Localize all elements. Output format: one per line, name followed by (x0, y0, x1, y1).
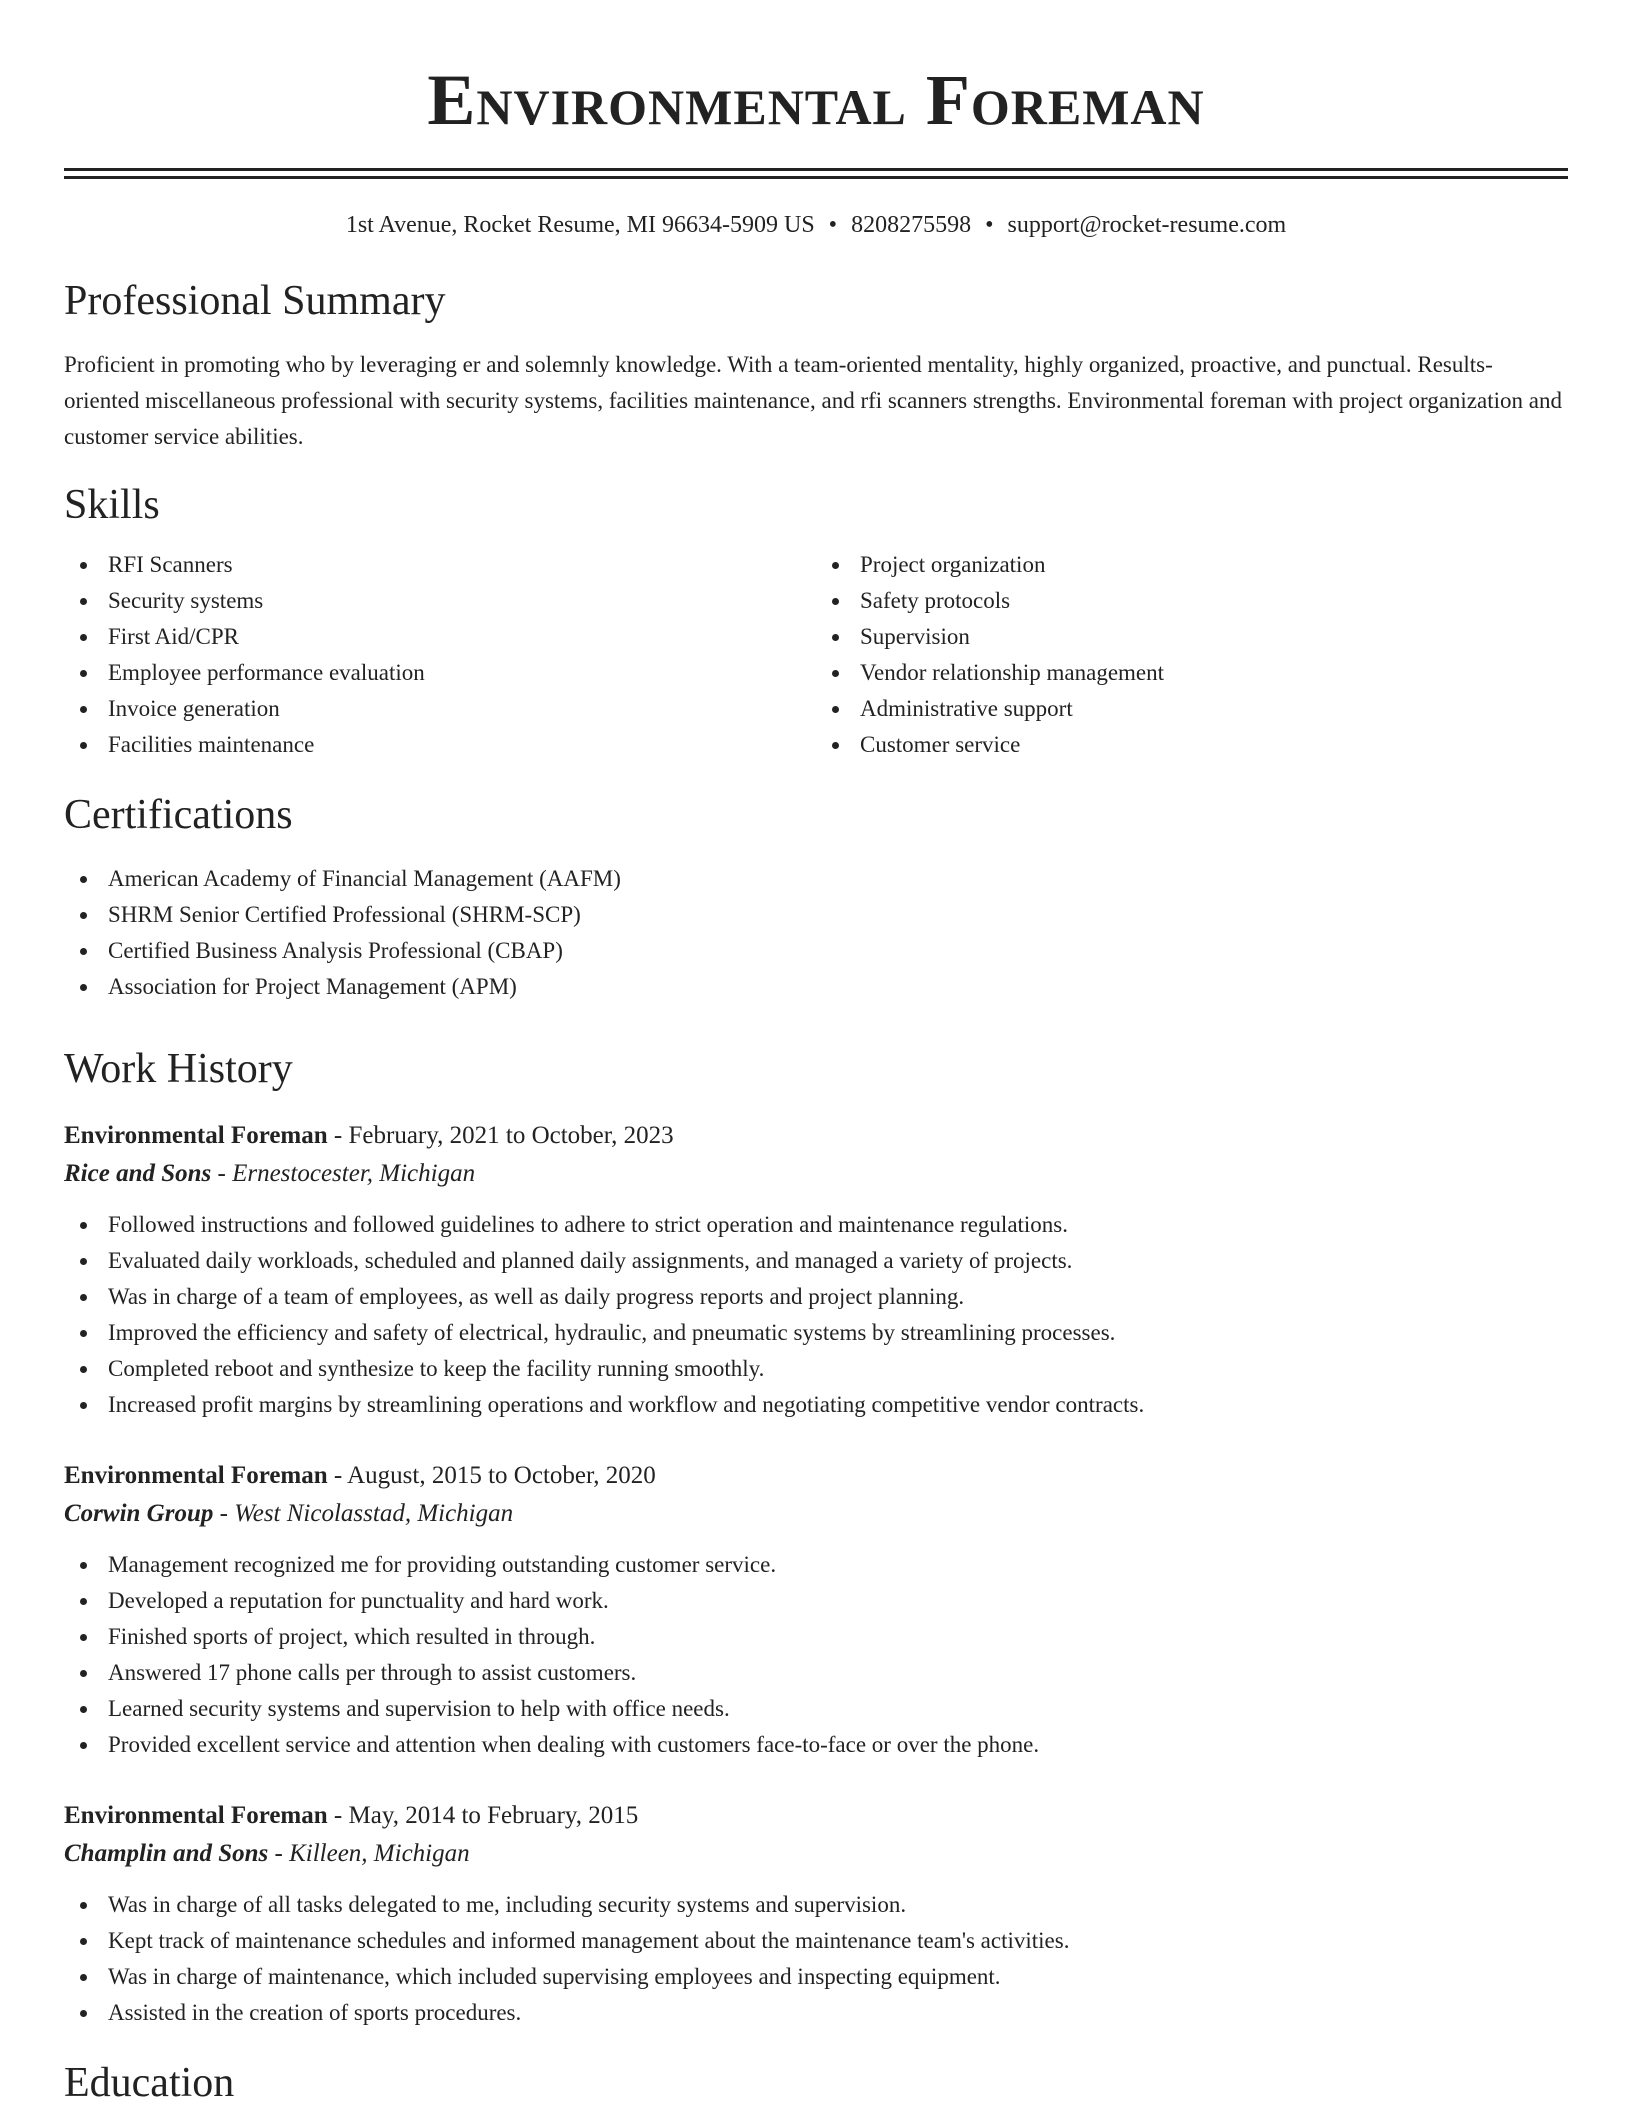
skills-column-right (816, 547, 1568, 763)
resume-page (64, 0, 1568, 2107)
list-item: Followed instructions and followed guidelines to adhere to strict operation and maintenance regulations. (64, 1207, 1568, 1243)
list-item: Employee performance evaluation (64, 655, 816, 691)
list-item: Certified Business Analysis Professional (CBAP) (64, 933, 1568, 969)
job-company-line (64, 1155, 1568, 1193)
job-bullets (64, 1547, 1568, 1763)
list-item: Learned security systems and supervision to help with office needs. (64, 1691, 1568, 1727)
job-location: - Killeen, Michigan (268, 1840, 470, 1867)
list-item: American Academy of Financial Management (AAFM) (64, 861, 1568, 897)
list-item: Was in charge of a team of employees, as well as daily progress reports and project planning. (64, 1279, 1568, 1315)
list-item: Administrative support (816, 691, 1568, 727)
certifications-list (64, 861, 1568, 1005)
summary-heading: Professional Summary (64, 278, 446, 324)
job-entry (64, 1457, 1568, 1763)
job-dates: - February, 2021 to October, 2023 (327, 1122, 674, 1149)
list-item: Security systems (64, 583, 816, 619)
list-item: SHRM Senior Certified Professional (SHRM-SCP) (64, 897, 1568, 933)
job-role: Environmental Foreman (64, 1462, 328, 1489)
job-company-line (64, 1495, 1568, 1533)
job-location: - Ernestocester, Michigan (211, 1160, 476, 1187)
job-title-line (64, 1117, 1568, 1155)
job-company: Rice and Sons (64, 1160, 212, 1187)
summary-text: Proficient in promoting who by leveraging er and solemnly knowledge. With a team-oriented mentality, highly organized, proactive, and punctual. Results-oriented miscellaneous professional with security systems, facilities maintenance, and rfi scanners strengths. Environmental foreman with project organization and customer service abilities. (64, 352, 1562, 449)
education-heading: Education (64, 2060, 235, 2106)
contact-address: 1st Avenue, Rocket Resume, MI 96634-5909 US (345, 212, 815, 238)
list-item: Increased profit margins by streamlining operations and workflow and negotiating competitive vendor contracts. (64, 1387, 1568, 1423)
job-title-line (64, 1457, 1568, 1495)
job-company: Champlin and Sons (64, 1840, 269, 1867)
list-item: Management recognized me for providing outstanding customer service. (64, 1547, 1568, 1583)
contact-separator: • (828, 212, 838, 238)
skills-column-left (64, 547, 816, 763)
job-entry (64, 1797, 1568, 2031)
list-item: Improved the efficiency and safety of electrical, hydraulic, and pneumatic systems by streamlining processes. (64, 1315, 1568, 1351)
list-item: Customer service (816, 727, 1568, 763)
job-role: Environmental Foreman (64, 1122, 328, 1149)
contact-separator: • (985, 212, 994, 238)
list-item: Assisted in the creation of sports procedures. (64, 1995, 1568, 2031)
job-dates: - August, 2015 to October, 2020 (327, 1462, 656, 1489)
skills-list (64, 547, 1568, 763)
certifications-heading: Certifications (64, 792, 293, 838)
job-location: - West Nicolasstad, Michigan (213, 1500, 514, 1527)
contact-email: support@rocket-resume.com (1007, 212, 1287, 238)
list-item: Provided excellent service and attention when dealing with customers face-to-face or over the phone. (64, 1727, 1568, 1763)
list-item: RFI Scanners (64, 547, 816, 583)
skills-heading: Skills (64, 482, 160, 528)
job-bullets (64, 1887, 1568, 2031)
work-history-heading: Work History (64, 1046, 293, 1092)
list-item: Association for Project Management (APM) (64, 969, 1568, 1005)
list-item: Developed a reputation for punctuality and hard work. (64, 1583, 1568, 1619)
list-item: Finished sports of project, which resulted in through. (64, 1619, 1568, 1655)
list-item: Invoice generation (64, 691, 816, 727)
header-divider (64, 168, 1568, 179)
list-item: Was in charge of all tasks delegated to me, including security systems and supervision. (64, 1887, 1568, 1923)
job-role: Environmental Foreman (64, 1802, 328, 1829)
list-item: Project organization (816, 547, 1568, 583)
contact-line (64, 209, 1568, 241)
list-item: Answered 17 phone calls per through to assist customers. (64, 1655, 1568, 1691)
job-title-line (64, 1797, 1568, 1835)
list-item: Was in charge of maintenance, which included supervising employees and inspecting equipment. (64, 1959, 1568, 1995)
job-company: Corwin Group (64, 1500, 214, 1527)
job-company-line (64, 1835, 1568, 1873)
list-item: Safety protocols (816, 583, 1568, 619)
list-item: Kept track of maintenance schedules and informed management about the maintenance team's activities. (64, 1923, 1568, 1959)
list-item: Evaluated daily workloads, scheduled and planned daily assignments, and managed a variety of projects. (64, 1243, 1568, 1279)
job-entry (64, 1117, 1568, 1423)
list-item: Vendor relationship management (816, 655, 1568, 691)
list-item: Supervision (816, 619, 1568, 655)
work-history-list (64, 1117, 1568, 2031)
list-item: Completed reboot and synthesize to keep the facility running smoothly. (64, 1351, 1568, 1387)
list-item: First Aid/CPR (64, 619, 816, 655)
contact-phone: 8208275598 (851, 212, 972, 238)
candidate-name: Environmental Foreman (427, 60, 1205, 140)
list-item: Facilities maintenance (64, 727, 816, 763)
job-dates: - May, 2014 to February, 2015 (327, 1802, 639, 1829)
job-bullets (64, 1207, 1568, 1423)
